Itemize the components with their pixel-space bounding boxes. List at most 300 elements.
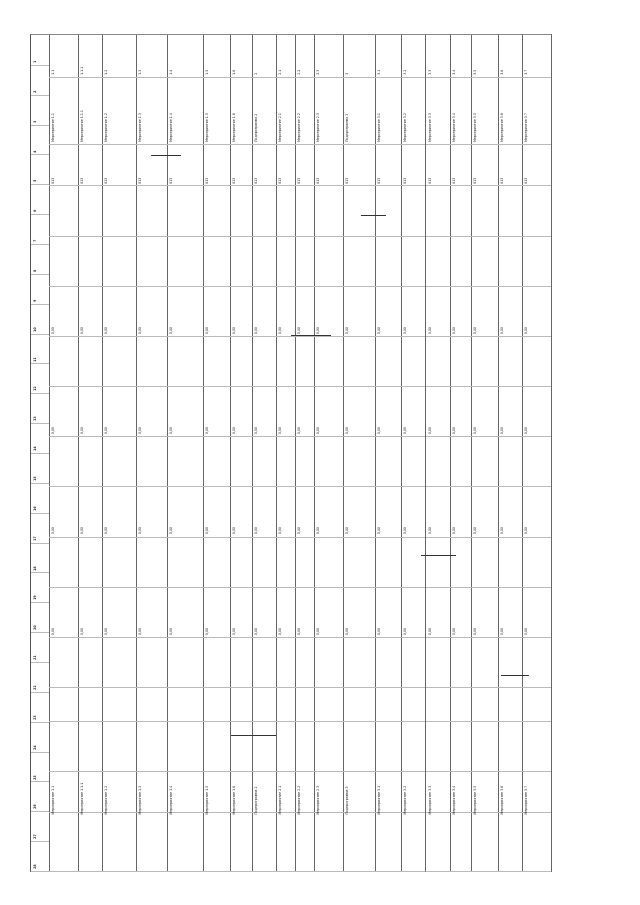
table-row (252, 35, 277, 871)
table-cell (295, 236, 314, 287)
table-cell (450, 185, 472, 236)
table-cell (136, 236, 167, 287)
table-cell (450, 236, 472, 287)
header-cell (31, 841, 49, 872)
row-code: 813 (277, 177, 282, 184)
table-cell (78, 436, 102, 487)
row-code: 813 (427, 177, 432, 184)
header-cell (31, 602, 49, 633)
table-cell (343, 436, 374, 487)
row-value: 0,00 (345, 427, 350, 435)
header-cell (31, 692, 49, 723)
header-cell-label: 27 (33, 834, 37, 840)
table-cell (498, 336, 522, 387)
table-cell (167, 236, 203, 287)
header-cell-label: 19 (33, 595, 37, 601)
row-value: 0,00 (403, 326, 408, 334)
table-cell (230, 812, 252, 872)
row-value: 0,00 (253, 427, 258, 435)
table-cell (252, 185, 276, 236)
row-value: 0,00 (524, 427, 529, 435)
table-cell (498, 812, 522, 872)
row-value: 0,00 (51, 427, 55, 435)
row-value: 0,00 (79, 527, 84, 535)
row-value: 0,00 (427, 326, 432, 334)
table-cell (136, 812, 167, 872)
row-code: 813 (232, 177, 236, 184)
header-cell (31, 483, 49, 514)
row-value: 0,00 (169, 627, 174, 635)
header-cell (31, 572, 49, 603)
table-cell (375, 185, 402, 236)
row-value: 0,00 (277, 427, 282, 435)
table-cell (203, 185, 230, 236)
table-cell (276, 436, 295, 487)
table-cell (78, 185, 102, 236)
scan-mark (231, 735, 276, 736)
table-cell (471, 537, 498, 588)
table-cell (102, 336, 136, 387)
table-cell (295, 436, 314, 487)
row-value: 0,00 (345, 527, 350, 535)
row-value: 0,00 (232, 326, 236, 334)
row-title: Подпрограмма 2 (253, 113, 258, 142)
table-cell (167, 537, 203, 588)
table-cell (375, 812, 402, 872)
table-cell (78, 812, 102, 872)
row-code: 813 (79, 177, 84, 184)
table-cell (167, 812, 203, 872)
table-cell (498, 537, 522, 588)
table-cell (450, 812, 472, 872)
row-value: 0,00 (137, 427, 142, 435)
row-value: 0,00 (499, 427, 504, 435)
table-cell (230, 185, 252, 236)
row-value: 0,00 (169, 527, 174, 535)
row-value: 0,00 (376, 326, 381, 334)
row-code: 813 (403, 177, 408, 184)
table-cell (78, 236, 102, 287)
header-cell-label: 5 (33, 180, 37, 183)
row-number: 3.3 (427, 69, 432, 75)
row-title: Мероприятие 2.1 (277, 112, 282, 142)
row-value: 0,00 (451, 427, 456, 435)
row-value: 0,00 (277, 326, 282, 334)
header-cell-label: 13 (33, 416, 37, 422)
row-value: 0,00 (51, 527, 55, 535)
header-cell-label: 8 (33, 269, 37, 272)
table-row (471, 35, 499, 871)
scan-mark (151, 155, 181, 156)
row-value: 0,00 (403, 627, 408, 635)
table-cell (276, 236, 295, 287)
row-value: 0,00 (253, 627, 258, 635)
table-cell (471, 185, 498, 236)
table-cell (498, 236, 522, 287)
row-value: 0,00 (473, 427, 478, 435)
header-cell-label: 26 (33, 804, 37, 810)
table-cell (49, 185, 78, 236)
row-value: 0,00 (499, 627, 504, 635)
table-cell (276, 336, 295, 387)
header-cell (31, 154, 49, 185)
header-cell (31, 214, 49, 245)
row-title: Мероприятие 2.2 (297, 112, 302, 142)
row-value: 0,00 (104, 326, 109, 334)
row-number: 1.1.1 (79, 66, 84, 75)
header-cell (31, 752, 49, 783)
header-cell (31, 304, 49, 335)
table-cell (522, 336, 551, 387)
table-cell (276, 537, 295, 588)
row-description: Мероприятие 3.4 (451, 785, 456, 815)
row-value: 0,00 (316, 427, 321, 435)
table-cell (450, 537, 472, 588)
row-value: 0,00 (169, 427, 174, 435)
row-value: 0,00 (345, 627, 350, 635)
table-cell (102, 436, 136, 487)
header-cell-label: 15 (33, 476, 37, 481)
row-title: Мероприятие 1.4 (169, 112, 174, 142)
table-cell (136, 336, 167, 387)
row-title: Мероприятие 1.6 (232, 112, 236, 142)
row-number: 3.6 (499, 69, 504, 75)
table-cell (295, 185, 314, 236)
table-cell (375, 537, 402, 588)
table-row (375, 35, 403, 871)
header-cell-label: 24 (33, 745, 37, 750)
row-title: Мероприятие 1.1.1 (79, 109, 84, 142)
header-cell-label: 3 (33, 120, 37, 123)
header-cell (31, 363, 49, 394)
row-value: 0,00 (51, 326, 55, 334)
row-value: 0,00 (277, 627, 282, 635)
row-description: Мероприятие 1.1.1 (79, 782, 84, 815)
row-code: 813 (473, 177, 478, 184)
header-cell-label: 25 (33, 774, 37, 780)
row-number: 1.5 (205, 69, 210, 75)
table-row (426, 35, 451, 871)
header-cell-label: 7 (33, 239, 37, 242)
header-cell (31, 662, 49, 693)
row-title: Мероприятие 3.3 (427, 112, 432, 142)
header-cell (31, 35, 49, 66)
row-code: 813 (345, 177, 350, 184)
table-cell (314, 185, 343, 236)
row-code: 813 (137, 177, 142, 184)
table-cell (401, 436, 425, 487)
header-cell-label: 9 (33, 299, 37, 302)
header-cell (31, 65, 49, 96)
header-cell-label: 20 (33, 625, 37, 631)
table-row (203, 35, 231, 871)
row-title: Мероприятие 3.1 (376, 112, 381, 142)
table-cell (102, 537, 136, 588)
header-cell (31, 453, 49, 484)
row-code: 813 (524, 177, 529, 184)
table-cell (426, 436, 450, 487)
table-cell (401, 812, 425, 872)
row-title: Мероприятие 3.5 (473, 112, 478, 142)
table-cell (450, 336, 472, 387)
row-title: Подпрограмма 3 (345, 113, 350, 142)
table-cell (375, 236, 402, 287)
row-title: Мероприятие 3.6 (499, 112, 504, 142)
row-description: Мероприятие 3.1 (376, 785, 381, 815)
table-cell (401, 236, 425, 287)
table-cell (314, 236, 343, 287)
row-value: 0,00 (137, 326, 142, 334)
header-cell (31, 632, 49, 663)
row-number: 2.2 (297, 69, 302, 75)
header-cell-label: 2 (33, 90, 37, 93)
row-number: 1.6 (232, 69, 236, 75)
table-cell (343, 812, 374, 872)
row-value: 0,00 (473, 527, 478, 535)
table-cell (450, 436, 472, 487)
header-cell (31, 393, 49, 424)
table-cell (522, 436, 551, 487)
row-value: 0,00 (253, 326, 258, 334)
table-row (450, 35, 473, 871)
row-description: Мероприятие 3.5 (473, 785, 478, 815)
table-cell (498, 436, 522, 487)
row-value: 0,00 (499, 527, 504, 535)
table-cell (49, 812, 78, 872)
row-value: 0,00 (232, 627, 236, 635)
header-cell-label: 28 (33, 864, 37, 869)
header-cell-label: 6 (33, 209, 37, 213)
table-row (401, 35, 426, 871)
row-value: 0,00 (376, 427, 381, 435)
row-number: 3.1 (376, 69, 381, 75)
row-description: Мероприятие 1.6 (232, 785, 236, 815)
header-cell-label: 1 (33, 60, 37, 63)
row-number: 2 (253, 72, 258, 75)
table-cell (426, 537, 450, 588)
row-description: Мероприятие 3.6 (499, 785, 504, 815)
table-cell (295, 812, 314, 872)
row-title: Мероприятие 3.2 (403, 112, 408, 142)
row-code: 813 (253, 177, 258, 184)
header-cell-label: 14 (33, 446, 37, 451)
row-value: 0,00 (205, 627, 210, 635)
table-cell (522, 537, 551, 588)
row-description: Мероприятие 3.7 (524, 785, 529, 815)
row-value: 0,00 (253, 527, 258, 535)
row-number: 2.3 (316, 69, 321, 75)
row-value: 0,00 (427, 427, 432, 435)
row-number: 3.2 (403, 69, 408, 75)
table-cell (230, 236, 252, 287)
row-description: Подпрограмма 3 (345, 786, 350, 815)
table-cell (471, 436, 498, 487)
row-value: 0,00 (451, 627, 456, 635)
header-cell (31, 95, 49, 126)
header-cell-label: 23 (33, 715, 37, 720)
row-number: 1.3 (137, 69, 142, 75)
row-title: Мероприятие 3.7 (524, 112, 529, 142)
table-row (295, 35, 315, 871)
table-cell (102, 812, 136, 872)
table-cell (522, 812, 551, 872)
table-cell (230, 436, 252, 487)
table-cell (203, 336, 230, 387)
table-cell (167, 185, 203, 236)
table-cell (49, 436, 78, 487)
table-cell (276, 812, 295, 872)
row-description: Мероприятие 1.5 (205, 785, 210, 815)
table-cell (78, 537, 102, 588)
header-cell (31, 543, 49, 574)
row-value: 0,00 (451, 527, 456, 535)
row-value: 0,00 (205, 326, 210, 334)
row-value: 0,00 (376, 527, 381, 535)
table-cell (230, 537, 252, 588)
row-value: 0,00 (524, 326, 529, 334)
table-row (167, 35, 204, 871)
header-cell (31, 184, 49, 215)
row-value: 0,00 (232, 427, 236, 435)
row-code: 813 (376, 177, 381, 184)
table-cell (343, 236, 374, 287)
table-cell (426, 336, 450, 387)
row-description: Мероприятие 2.2 (297, 785, 302, 815)
row-description: Мероприятие 2.1 (277, 785, 282, 815)
row-value: 0,00 (104, 427, 109, 435)
row-description: Мероприятие 1.2 (104, 785, 109, 815)
header-cell-label: 4 (33, 150, 37, 153)
table-row (49, 35, 79, 871)
table-cell (343, 185, 374, 236)
header-cell-label: 22 (33, 685, 37, 690)
table-row (136, 35, 168, 871)
row-value: 0,00 (297, 527, 302, 535)
row-description: Подпрограмма 2 (253, 786, 258, 815)
header-cell (31, 125, 49, 156)
table-cell (522, 185, 551, 236)
table-cell (401, 336, 425, 387)
row-value: 0,00 (51, 627, 55, 635)
row-number: 1.4 (169, 69, 174, 75)
rotated-table (30, 34, 552, 872)
row-value: 0,00 (205, 527, 210, 535)
header-cell-label: 17 (33, 536, 37, 541)
header-cell-label: 16 (33, 506, 37, 511)
header-cell (31, 811, 49, 842)
table-row (230, 35, 253, 871)
row-value: 0,00 (316, 527, 321, 535)
table-cell (167, 436, 203, 487)
row-value: 0,00 (345, 326, 350, 334)
row-number: 3 (345, 72, 350, 75)
table-cell (203, 812, 230, 872)
header-cell (31, 334, 49, 365)
row-number: 3.7 (524, 69, 529, 75)
row-number: 1.1 (51, 69, 55, 75)
table-cell (49, 537, 78, 588)
row-title: Мероприятие 1.2 (104, 112, 109, 142)
header-cell (31, 244, 49, 275)
row-value: 0,00 (137, 627, 142, 635)
row-value: 0,00 (376, 627, 381, 635)
table-cell (314, 336, 343, 387)
table-cell (252, 236, 276, 287)
row-value: 0,00 (79, 627, 84, 635)
row-value: 0,00 (104, 527, 109, 535)
row-value: 0,00 (277, 527, 282, 535)
row-code: 813 (451, 177, 456, 184)
table-cell (203, 236, 230, 287)
row-title: Мероприятие 1.1 (51, 112, 55, 142)
table-row (314, 35, 344, 871)
row-code: 813 (51, 177, 55, 184)
row-number: 2.1 (277, 69, 282, 75)
table-cell (522, 236, 551, 287)
row-description: Мероприятие 3.3 (427, 785, 432, 815)
scan-mark (501, 675, 529, 676)
row-code: 813 (205, 177, 210, 184)
row-value: 0,00 (297, 427, 302, 435)
table-cell (426, 236, 450, 287)
table-cell (401, 537, 425, 588)
row-value: 0,00 (232, 527, 236, 535)
header-cell (31, 423, 49, 454)
header-cell-label: 11 (33, 356, 37, 362)
row-value: 0,00 (473, 326, 478, 334)
header-cell (31, 513, 49, 544)
row-number: 3.4 (451, 69, 456, 75)
table-cell (136, 537, 167, 588)
table-cell (49, 336, 78, 387)
header-cell (31, 274, 49, 305)
row-value: 0,00 (297, 326, 302, 334)
row-value: 0,00 (427, 627, 432, 635)
row-title: Мероприятие 2.3 (316, 112, 321, 142)
row-code: 813 (499, 177, 504, 184)
table-cell (314, 537, 343, 588)
table-cell (375, 336, 402, 387)
row-value: 0,00 (169, 326, 174, 334)
row-value: 0,00 (473, 627, 478, 635)
row-description: Мероприятие 1.1 (51, 785, 55, 815)
table-cell (295, 537, 314, 588)
row-code: 813 (104, 177, 109, 184)
row-value: 0,00 (499, 326, 504, 334)
row-value: 0,00 (79, 427, 84, 435)
row-description: Мероприятие 1.4 (169, 785, 174, 815)
row-value: 0,00 (403, 427, 408, 435)
row-title: Мероприятие 3.4 (451, 112, 456, 142)
table-cell (471, 236, 498, 287)
table-cell (471, 812, 498, 872)
row-code: 813 (297, 177, 302, 184)
table-header (31, 35, 50, 871)
table-cell (343, 537, 374, 588)
table-row (343, 35, 375, 871)
table-cell (426, 812, 450, 872)
row-value: 0,00 (403, 527, 408, 535)
table-row (276, 35, 296, 871)
header-cell-label: 10 (33, 327, 37, 332)
header-cell-label: 21 (33, 655, 37, 660)
table-cell (136, 436, 167, 487)
header-cell-label: 12 (33, 386, 37, 392)
table-cell (276, 185, 295, 236)
row-description: Мероприятие 3.2 (403, 785, 408, 815)
header-cell (31, 722, 49, 753)
table-cell (78, 336, 102, 387)
